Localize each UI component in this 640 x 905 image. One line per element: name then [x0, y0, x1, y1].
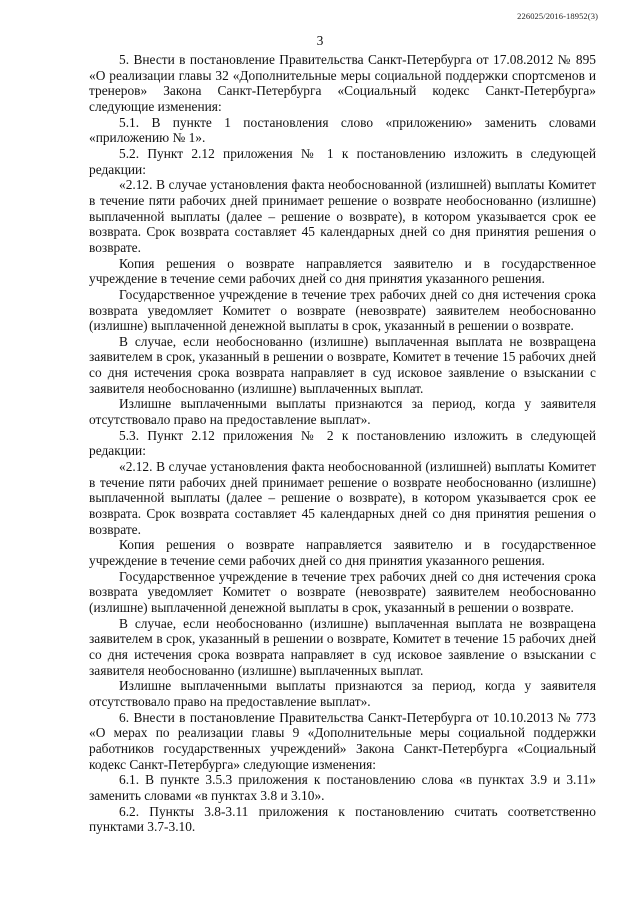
paragraph-excess-payments-second: Излишне выплаченными выплаты признаются за период, когда у заявителя отсутствовало право на предоставление выплат». [89, 678, 596, 709]
paragraph-court-claim-first: В случае, если необоснованно (излишне) выплаченная выплата не возвращена заявителем в срок, указанный в решении о возврате, Комитет в течение 15 рабочих дней со дня истечения срока возврата направляет в суд исковое заявление о взыскании с заявителя необоснованно (излишне) выплаченных выплат. [89, 333, 596, 396]
document-id: 226025/2016-18952(3) [517, 11, 598, 21]
paragraph-2-12-first: «2.12. В случае установления факта необоснованной (излишней) выплаты Комитет в течение пяти рабочих дней принимает решение о возврате необоснованно (излишне) выплаченной выплаты (далее – решение о возврате), в котором указывается срок ее возврата. Срок возврата составляет 45 календарных дней со дня принятия решения о возврате. [89, 177, 596, 255]
paragraph-5-1: 5.1. В пункте 1 постановления слово «приложению» заменить словами «приложению № 1». [89, 114, 596, 146]
paragraph-copy-decision-second: Копия решения о возврате направляется заявителю и в государственное учреждение в течение семи рабочих дней со дня принятия указанного решения. [89, 537, 596, 568]
paragraph-2-12-second: «2.12. В случае установления факта необоснованной (излишней) выплаты Комитет в течение пяти рабочих дней принимает решение о возврате необоснованно (излишне) выплаченной выплаты (далее – решение о возврате), в котором указывается срок ее возврата. Срок возврата составляет 45 календарных дней со дня принятия решения о возврате. [89, 459, 596, 537]
paragraph-excess-payments-first: Излишне выплаченными выплаты признаются за период, когда у заявителя отсутствовало право на предоставление выплат». [89, 396, 596, 428]
paragraph-6: 6. Внести в постановление Правительства Санкт-Петербурга от 10.10.2013 № 773 «О мерах по реализации главы 9 «Дополнительные меры социальной поддержки работников государственных учреждений» Закона Санкт-Петербурга «Социальный кодекс Санкт-Петербурга» следующие изменения: [89, 709, 596, 772]
paragraph-court-claim-second: В случае, если необоснованно (излишне) выплаченная выплата не возвращена заявителем в срок, указанный в решении о возврате, Комитет в течение 15 рабочих дней со дня истечения срока возврата направляет в суд исковое заявление о взыскании с заявителя необоснованно (излишне) выплаченных выплат. [89, 615, 596, 678]
paragraph-6-2: 6.2. Пункты 3.8-3.11 приложения к постановлению считать соответственно пунктами 3.7-3.10. [89, 803, 596, 835]
paragraph-copy-decision-first: Копия решения о возврате направляется заявителю и в государственное учреждение в течение семи рабочих дней со дня принятия указанного решения. [89, 255, 596, 287]
page-number: 3 [316, 33, 324, 48]
paragraph-6-1: 6.1. В пункте 3.5.3 приложения к постановлению слова «в пунктах 3.9 и 3.11» заменить словами «в пунктах 3.8 и 3.10». [89, 772, 596, 803]
paragraph-5-2: 5.2. Пункт 2.12 приложения № 1 к постановлению изложить в следующей редакции: [89, 145, 596, 177]
paragraph-institution-notice-second: Государственное учреждение в течение трех рабочих дней со дня истечения срока возврата уведомляет Комитет о возврате (невозврате) заявителем необоснованно (излишне) выплаченной денежной выплаты в срок, указанный в решении о возврате. [89, 568, 596, 615]
document-body [89, 52, 596, 835]
paragraph-institution-notice-first: Государственное учреждение в течение трех рабочих дней со дня истечения срока возврата уведомляет Комитет о возврате (невозврате) заявителем необоснованно (излишне) выплаченной денежной выплаты в срок, указанный в решении о возврате. [89, 286, 596, 334]
paragraph-5-3: 5.3. Пункт 2.12 приложения № 2 к постановлению изложить в следующей редакции: [89, 427, 596, 459]
paragraph-5: 5. Внести в постановление Правительства Санкт-Петербурга от 17.08.2012 № 895 «О реализации главы 32 «Дополнительные меры социальной поддержки спортсменов и тренеров» Закона Санкт-Петербурга «Социальный кодекс Санкт-Петербурга» следующие изменения: [89, 52, 596, 114]
